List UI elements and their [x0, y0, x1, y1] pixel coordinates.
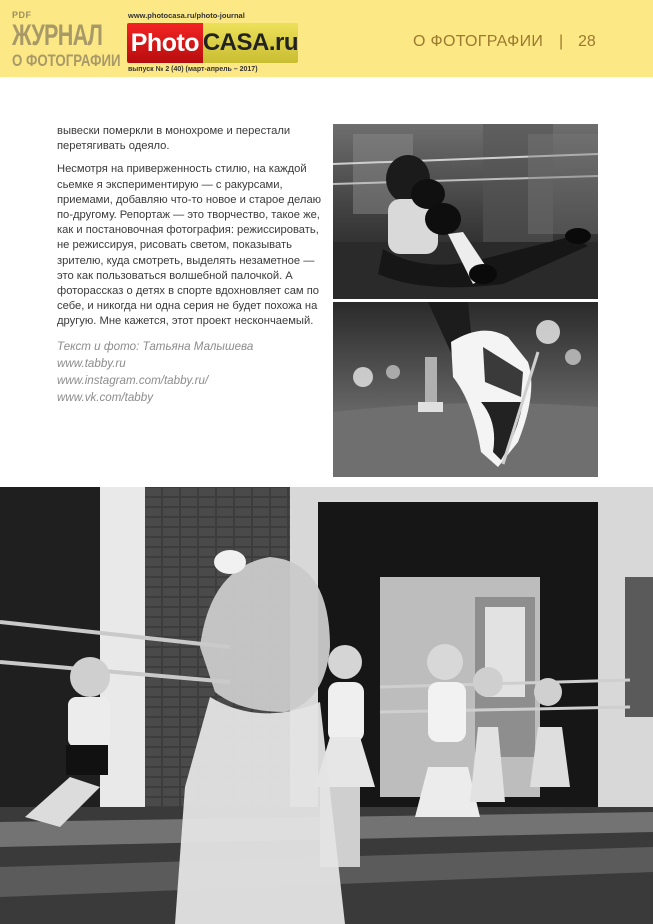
credit-vk-link[interactable]: www.vk.com/tabby [57, 390, 153, 404]
article-paragraph: вывески померкли в монохроме и перестали перетягивать одеяло. [57, 125, 291, 153]
boxer-photo [333, 124, 598, 299]
brand-photo-text: Photo [127, 23, 203, 63]
issue-info: выпуск № 2 (40) (март-апрель – 2017) [128, 66, 258, 73]
photo-credit-author: Текст и фото: Татьяна Малышева [57, 339, 254, 353]
credit-site-link[interactable]: www.tabby.ru [57, 356, 126, 370]
journal-logo[interactable] [12, 8, 124, 70]
photocasa-logo[interactable] [127, 23, 298, 63]
skate-photo [333, 302, 598, 477]
article-paragraph: Несмотря на приверженность стилю, на каждой сьемке я экспериментирую — с ракурсами, приемами, добавляю что-то новое и старое делаю по-другому. Репортаж — это творчество, такое же, как и постановочная фотография: режиссировать, не режиссируя, рисовать светом, показывать зрителю, куда смотреть, выделять незаметное — это как пользоваться волшебной палочкой. А фоторассказ о детях в спорте вдохновляет сам по себе, и никогда ни одна серия не будет похожа на другую. Мне кажется, этот проект нескончаемый. [57, 163, 322, 328]
ballet-class-photo [0, 487, 653, 924]
article-text-column [57, 124, 329, 406]
page-header [0, 0, 653, 77]
site-url-link[interactable]: www.photocasa.ru/photo-journal [128, 11, 245, 20]
header-separator: | [559, 33, 564, 50]
credit-instagram-link[interactable]: www.instagram.com/tabby.ru/ [57, 373, 209, 387]
page-number: 28 [578, 33, 596, 50]
brand-casa-text: CASA.ru [203, 23, 298, 63]
pdf-tag: PDF [12, 10, 32, 20]
section-title: О ФОТОГРАФИИ [413, 33, 544, 50]
logo-subtitle: О ФОТОГРАФИИ [12, 51, 121, 70]
logo-title: ЖУРНАЛ [12, 19, 103, 52]
